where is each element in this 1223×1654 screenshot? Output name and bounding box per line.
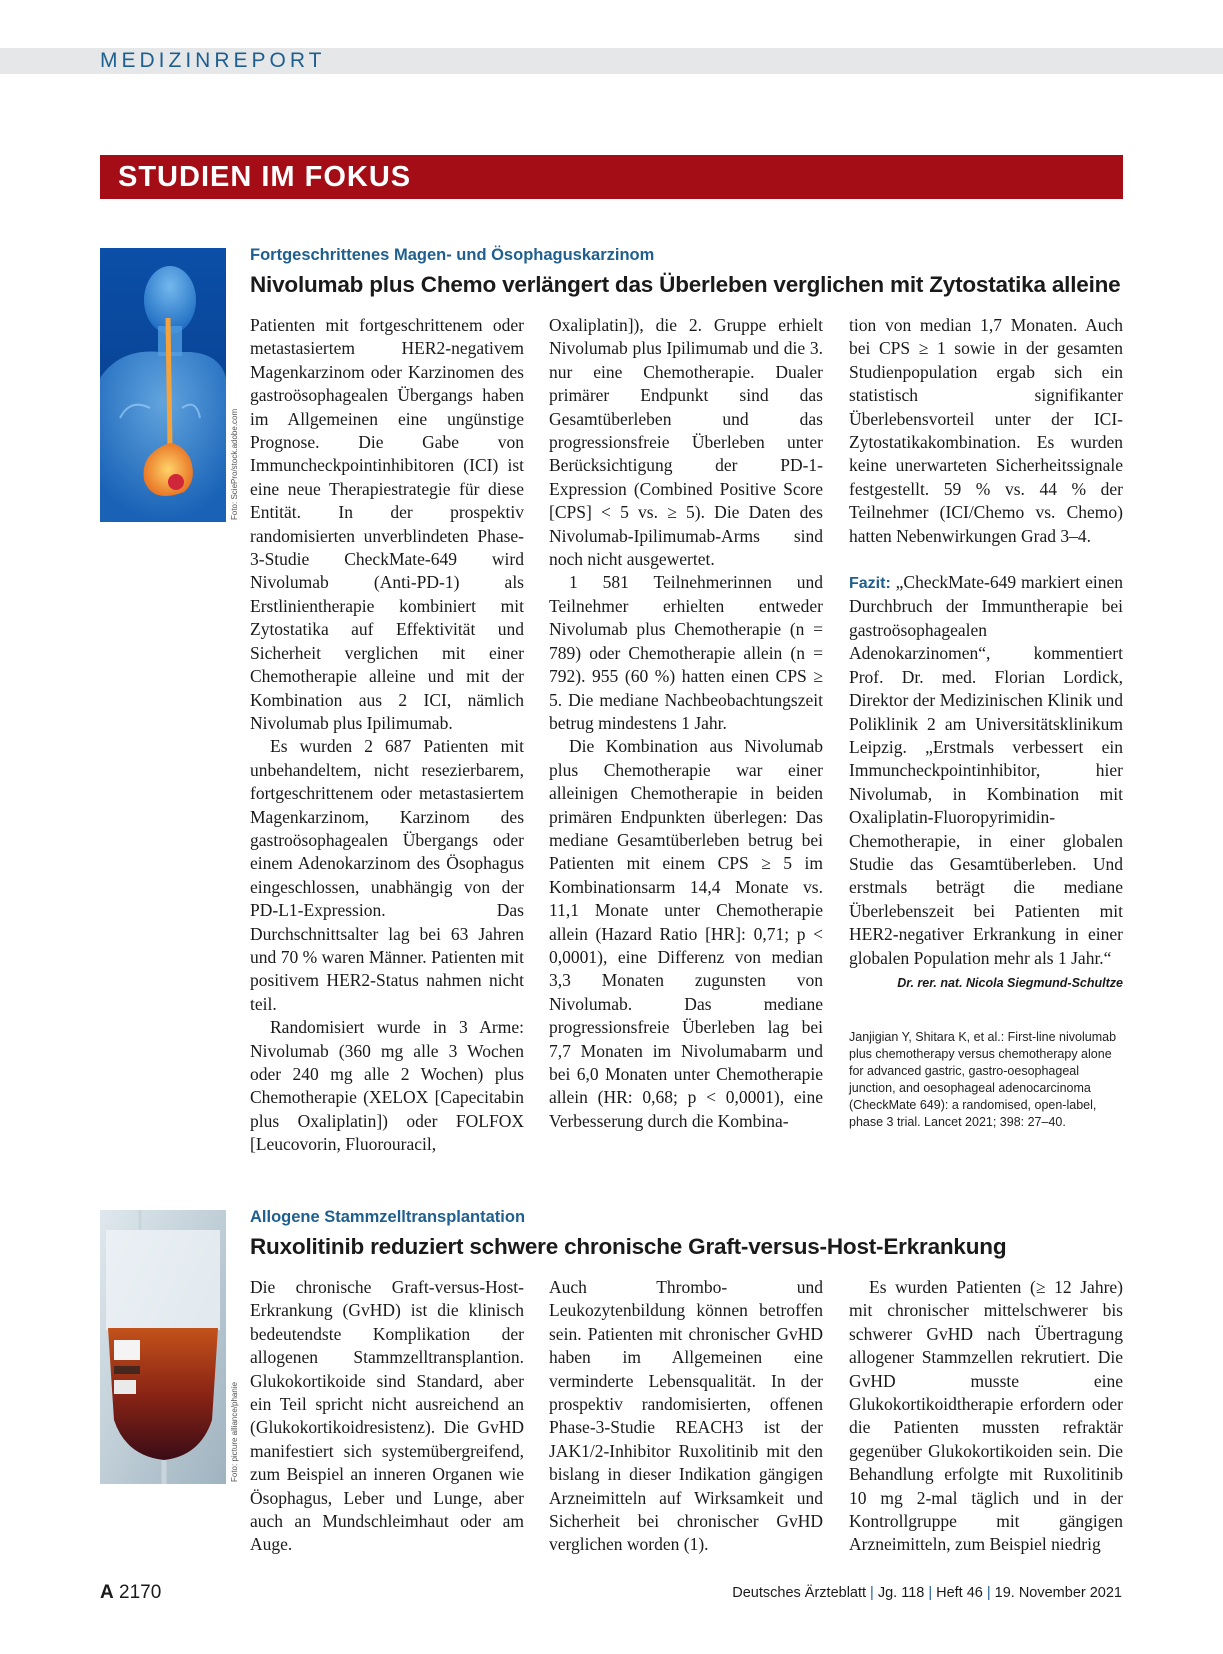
paragraph: Oxaliplatin]), die 2. Gruppe erhielt Nivolumab plus Ipilimumab und die 3. nur eine Chemotherapie. Dualer primärer Endpunkt sind das Gesamtüberleben und das progressionsfreie Überleben unter Berücksichtigung der PD-1-Expression (Combined Positive Score [CPS] < 5 vs. ≥ 5). Die Daten des Nivolumab-Ipilimumab-Arms sind noch nicht ausgewertet.: [549, 315, 823, 570]
page-number-value: 2170: [119, 1582, 162, 1603]
paragraph: Auch Thrombo- und Leukozytenbildung können betroffen sein. Patienten mit chronischer GvHD haben im Allgemeinen eine verminderte Lebensqualität. In der prospektiv randomisierten, offenen Phase-3-Studie REACH3 ist der JAK1/2-Inhibitor Ruxolitinib mit den bislang in dieser Indikation gängigen Arzneimitteln auf Wirksamkeit und Sicherheit bei chronischer GvHD verglichen worden (1).: [549, 1277, 823, 1555]
journal-volume: Jg. 118: [877, 1585, 925, 1601]
blood-bag-photo: [100, 1210, 226, 1484]
article2-column-1: [250, 1276, 524, 1557]
section-label: MEDIZINREPORT: [100, 49, 326, 72]
article2-kicker: Allogene Stammzelltransplantation: [250, 1208, 526, 1226]
article1-column-3: [849, 314, 1123, 1131]
paragraph: Randomisiert wurde in 3 Arme: Nivolumab (360 mg alle 3 Wochen oder 240 mg alle 2 Wochen) plus Chemotherapie (XELOX [Capecitabin plus Oxaliplatin]) oder FOLFOX [Leucovorin, Fluorouracil,: [250, 1017, 524, 1155]
photo-credit: Foto: SciePro/stock.adobe.com: [230, 408, 239, 520]
article2-column-3: [849, 1276, 1123, 1557]
article1-headline: Nivolumab plus Chemo verlängert das Überleben verglichen mit Zytostatika alleine: [250, 272, 1121, 297]
journal-issue: Heft 46: [936, 1585, 983, 1601]
journal-name: Deutsches Ärzteblatt: [732, 1585, 867, 1601]
paragraph: tion von median 1,7 Monaten. Auch bei CPS ≥ 1 sowie in der gesamten Studienpopulation ergab sich ein statistisch signifikanter Überlebensvorteil unter der ICI-Zytostatikakombination. Es wurden keine unerwarteten Sicherheitssignale festgestellt. 59 % vs. 44 % der Teilnehmer (ICI/Chemo vs. Chemo) hatten Nebenwirkungen Grad 3–4.: [849, 315, 1123, 546]
article1-column-1: [250, 314, 524, 1157]
article1-kicker: Fortgeschrittenes Magen- und Ösophaguskarzinom: [250, 246, 655, 264]
photo-credit: Foto: picture alliance/phanie: [230, 1381, 239, 1482]
journal-date: 19. November 2021: [994, 1585, 1122, 1601]
journal-info: Deutsches Ärzteblatt | Jg. 118 | Heft 46 | 19. November 2021: [732, 1585, 1122, 1601]
paragraph: 1 581 Teilnehmerinnen und Teilnehmer erhielten entweder Nivolumab plus Chemotherapie (n = 789) oder Chemotherapie allein (n = 792). 955 (60 %) hatten einen CPS ≥ 5. Die mediane Nachbeobachtungszeit betrug mindestens 1 Jahr.: [549, 572, 823, 733]
page-number: [100, 1582, 161, 1604]
article-author: Dr. rer. nat. Nicola Siegmund-Schultze: [897, 975, 1123, 990]
article2-column-2: [549, 1276, 823, 1557]
section-banner: [100, 155, 1123, 199]
fazit-paragraph: [849, 571, 1123, 970]
paragraph: Patienten mit fortgeschrittenem oder metastasiertem HER2-negativem Magenkarzinom oder Karzinomen des gastroösophagealen Übergangs haben im Allgemeinen eine ungünstige Prognose. Die Gabe von Immuncheckpointinhibitoren (ICI) ist eine neue Therapiestrategie für diese Entität. In der prospektiv randomisierten unverblindeten Phase-3-Studie CheckMate-649 wird Nivolumab (Anti-PD-1) als Erstlinientherapie kombiniert mit Zytostatika auf Effektivität und Sicherheit verglichen mit einer Chemotherapie alleine und mit der Kombination aus 2 ICI, nämlich Nivolumab plus Ipilimumab.: [250, 315, 524, 733]
fazit-label: Fazit:: [849, 575, 891, 593]
article1-column-2: [549, 314, 823, 1133]
paragraph: Die Kombination aus Nivolumab plus Chemotherapie war einer alleinigen Chemotherapie in beiden primären Endpunkten überlegen: Das mediane Gesamtüberleben betrug bei Patienten mit einem CPS ≥ 5 im Kombinationsarm 14,4 Monate vs. 11,1 Monate unter Chemotherapie allein (Hazard Ratio [HR]: 0,71; p < 0,0001), eine Differenz von median 3,3 Monaten zugunsten von Nivolumab. Das mediane progressionsfreie Überleben lag bei 7,7 Monaten im Nivolumabarm und bei 6,0 Monaten unter Chemotherapie allein (HR: 0,68; p < 0,0001), eine Verbesserung durch die Kombina-: [549, 736, 823, 1131]
paragraph: Es wurden 2 687 Patienten mit unbehandeltem, nicht resezierbarem, fortgeschrittenem oder metastasiertem Magenkarzinom, Karzinom des gastroösophagealen Übergangs oder einem Adenokarzinom des Ösophagus eingeschlossen, unabhängig von der PD-L1-Expression. Das Durchschnittsalter lag bei 63 Jahren und 70 % waren Männer. Patienten mit positivem HER2-Status nahmen nicht teil.: [250, 736, 524, 1014]
article-reference: Janjigian Y, Shitara K, et al.: First-line nivolumab plus chemotherapy versus chemotherapy alone for advanced gastric, gastro-oesophageal junction, and oesophageal adenocarcinoma (CheckMate 649): a randomised, open-label, phase 3 trial. Lancet 2021; 398: 27–40.: [849, 1030, 1117, 1130]
fazit-text: „CheckMate-649 markiert einen Durchbruch der Immuntherapie bei gastroösophagealen Adenokarzinomen“, kommentiert Prof. Dr. med. Florian Lordick, Direktor der Medizinischen Klinik und Poliklinik 2 am Universitätsklinikum Leipzig. „Erstmals verbessert ein Immuncheckpointinhibitor, hier Nivolumab, in Kombination mit Oxaliplatin-Fluoropyrimidin-Chemotherapie, in einer globalen Studie das Gesamtüberleben. Und erstmals beträgt die mediane Überlebenszeit bei Patienten mit HER2-negativer Erkrankung in einer globalen Population mehr als 1 Jahr.“: [849, 572, 1123, 968]
anatomy-photo: [100, 248, 226, 522]
paragraph: Es wurden Patienten (≥ 12 Jahre) mit chronischer mittelschwerer bis schwerer GvHD nach Übertragung allogener Stammzellen rekrutiert. Die GvHD musste eine Glukokortikoidtherapie erfordern oder die Patienten mussten refraktär gegenüber Glukokortikoiden sein. Die Behandlung erfolgte mit Ruxolitinib 10 mg 2-mal täglich und in der Kontrollgruppe mit gängigen Arzneimitteln, zum Beispiel niedrig: [849, 1277, 1123, 1555]
article2-headline: Ruxolitinib reduziert schwere chronische Graft-versus-Host-Erkrankung: [250, 1234, 1007, 1259]
paragraph: Die chronische Graft-versus-Host-Erkrankung (GvHD) ist die klinisch bedeutendste Komplikation der allogenen Stammzelltransplantion. Glukokortikoide sind Standard, aber ein Teil spricht nicht ausreichend an (Glukokortikoidresistenz). Die GvHD manifestiert sich systemübergreifend, zum Beispiel an inneren Organen wie Ösophagus, Leber und Lunge, aber auch an Mundschleimhaut oder am Auge.: [250, 1277, 524, 1555]
page-prefix: A: [100, 1582, 114, 1603]
banner-title: STUDIEN IM FOKUS: [118, 161, 412, 193]
